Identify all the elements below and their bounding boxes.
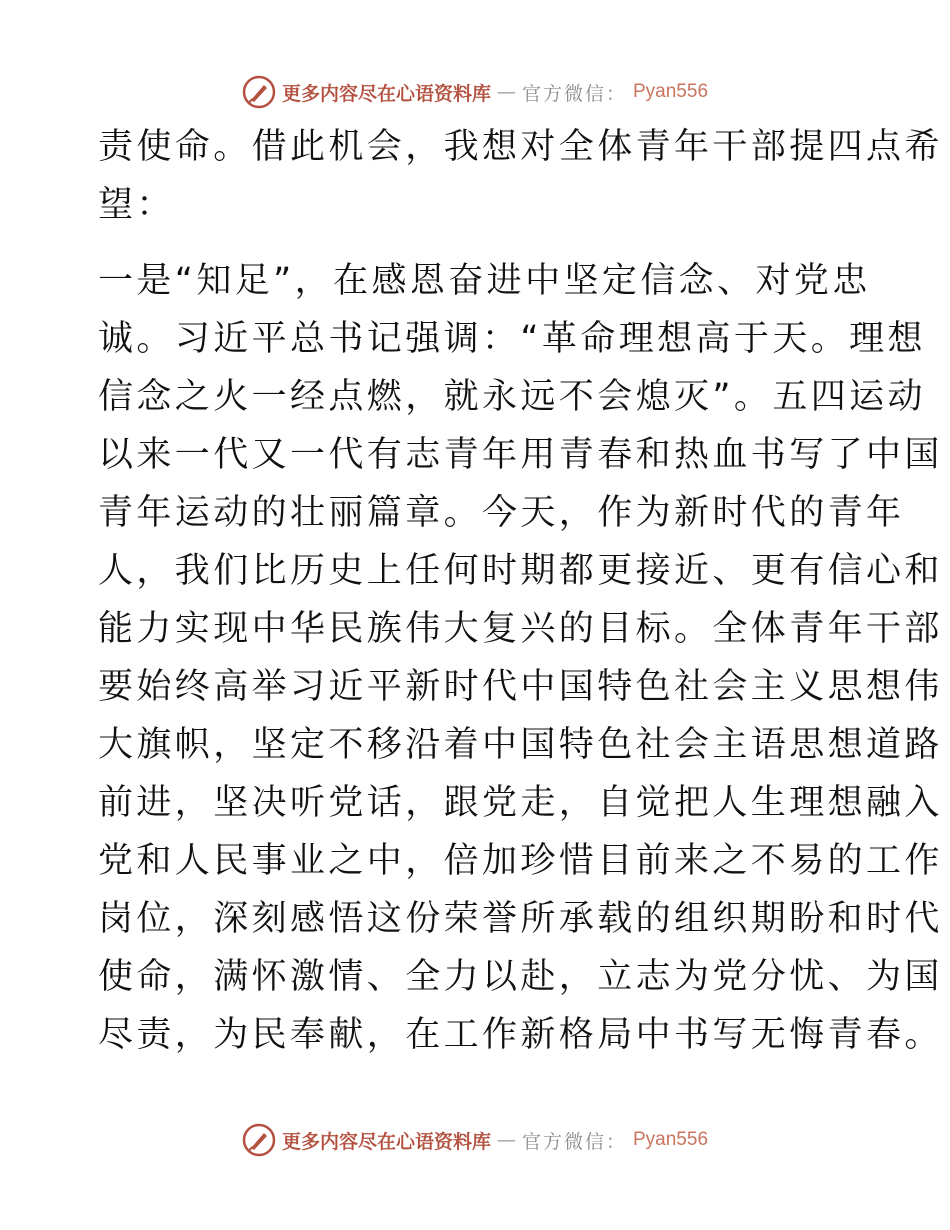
footer-banner-wechat-id: Pyan556: [633, 1129, 709, 1150]
text-line: 人，我们比历史上任何时期都更接近、更有信心和: [98, 551, 943, 591]
footer-banner-dash: —: [496, 1129, 516, 1151]
paragraph-1: [98, 118, 943, 234]
text-line: 一是“知足”，在感恩奋进中坚定信念、对党忠: [98, 261, 871, 301]
quill-logo-icon: [242, 75, 276, 109]
text-line: 青年运动的壮丽篇章。今天，作为新时代的青年: [98, 493, 905, 533]
text-line: 使命，满怀激情、全力以赴，立志为党分忧、为国: [98, 957, 943, 997]
text-line: 能力实现中华民族伟大复兴的目标。全体青年干部: [98, 609, 943, 649]
header-banner-main-text: 更多内容尽在心语资料库: [281, 82, 491, 105]
text-line: 大旗帜，坚定不移沿着中国特色社会主语思想道路: [98, 725, 943, 765]
header-banner-dash: —: [496, 81, 516, 103]
text-line: 党和人民事业之中，倍加珍惜目前来之不易的工作: [98, 841, 943, 881]
footer-banner-main-text: 更多内容尽在心语资料库: [281, 1130, 491, 1153]
header-banner-content: [242, 75, 708, 109]
paragraph-gap: [98, 234, 858, 252]
quill-logo-icon: [242, 1123, 276, 1157]
text-line: 诚。习近平总书记强调：“革命理想高于天。理想: [98, 319, 926, 359]
paragraph-2: [98, 252, 943, 1064]
footer-banner-official-label: 官方微信：: [521, 1130, 627, 1153]
header-banner: [0, 72, 950, 112]
text-line: 责使命。借此机会，我想对全体青年干部提四点希: [98, 127, 943, 167]
footer-banner: [0, 1120, 950, 1160]
text-line: 望：: [98, 185, 175, 225]
text-line: 要始终高举习近平新时代中国特色社会主义思想伟: [98, 667, 943, 707]
text-line: 信念之火一经点燃，就永远不会熄灭”。五四运动: [98, 377, 926, 417]
header-banner-official-label: 官方微信：: [521, 82, 627, 105]
text-line: 尽责，为民奉献，在工作新格局中书写无悔青春。: [98, 1015, 943, 1055]
header-banner-wechat-id: Pyan556: [633, 81, 709, 102]
text-line: 前进，坚决听党话，跟党走，自觉把人生理想融入: [98, 783, 943, 823]
text-line: 以来一代又一代有志青年用青春和热血书写了中国: [98, 435, 943, 475]
document-body: [98, 118, 943, 1064]
text-line: 岗位，深刻感悟这份荣誉所承载的组织期盼和时代: [98, 899, 943, 939]
footer-banner-content: [242, 1123, 708, 1157]
